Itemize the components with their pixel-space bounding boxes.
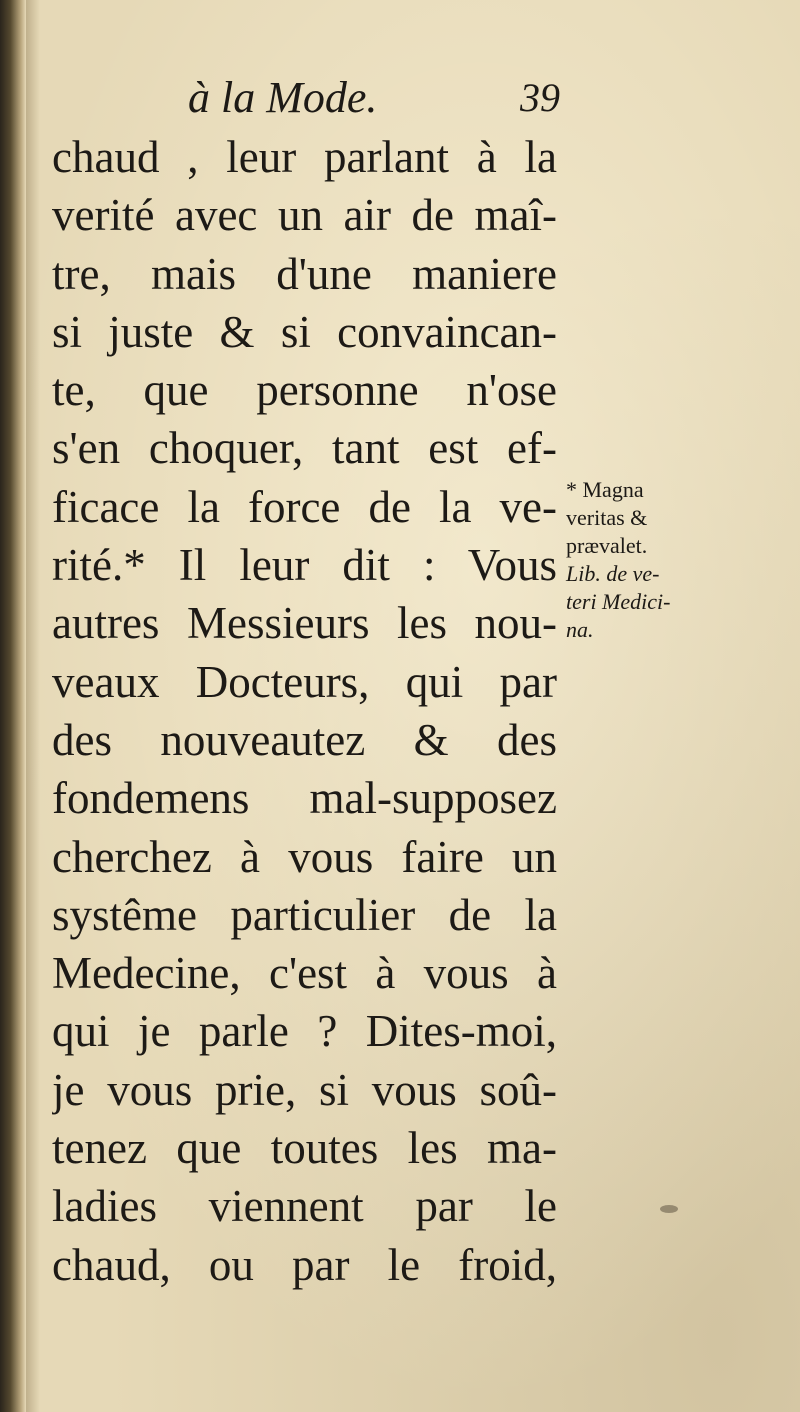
text-line: je vous prie, si vous soû- [52, 1064, 557, 1115]
page-number: 39 [520, 75, 560, 120]
text-line: Medecine, c'est à vous à [52, 948, 557, 999]
marginal-note-line: na. [566, 617, 594, 642]
text-line: veaux Docteurs, qui par [52, 656, 557, 707]
text-line: verité avec un air de maî- [52, 190, 557, 241]
marginal-note [566, 476, 726, 644]
text-line: autres Messieurs les nou- [52, 598, 557, 649]
page-edge-shadow [26, 0, 40, 1412]
marginal-note-line: * Magna [566, 477, 644, 502]
text-line: tenez que toutes les ma- [52, 1123, 557, 1174]
text-line: si juste & si convaincan- [52, 306, 557, 357]
body-text [52, 128, 572, 1294]
text-line: ficace la force de la ve- [52, 481, 557, 532]
text-line: rité.* Il leur dit : Vous [52, 540, 557, 591]
marginal-note-line: prævalet. [566, 533, 648, 558]
book-gutter [0, 0, 26, 1412]
text-line: systême particulier de la [52, 889, 557, 940]
text-line: des nouveautez & des [52, 714, 557, 765]
text-line: fondemens mal-supposez [52, 773, 557, 824]
text-line: cherchez à vous faire un [52, 831, 557, 882]
text-line: qui je parle ? Dites-moi, [52, 1006, 557, 1057]
ink-stain [660, 1205, 678, 1213]
text-line: ladies viennent par le [52, 1181, 557, 1232]
running-title: à la Mode. [188, 73, 378, 122]
marginal-note-line: Lib. de ve- [566, 561, 660, 586]
text-line: s'en choquer, tant est ef- [52, 423, 557, 474]
text-line: tre, mais d'une maniere [52, 248, 557, 299]
marginal-note-line: teri Medici- [566, 589, 671, 614]
page-header [60, 68, 560, 128]
text-line: te, que personne n'ose [52, 365, 557, 416]
text-line: chaud, ou par le froid, [52, 1239, 557, 1290]
marginal-note-line: veritas & [566, 505, 648, 530]
text-line: chaud , leur parlant à la [52, 132, 557, 182]
